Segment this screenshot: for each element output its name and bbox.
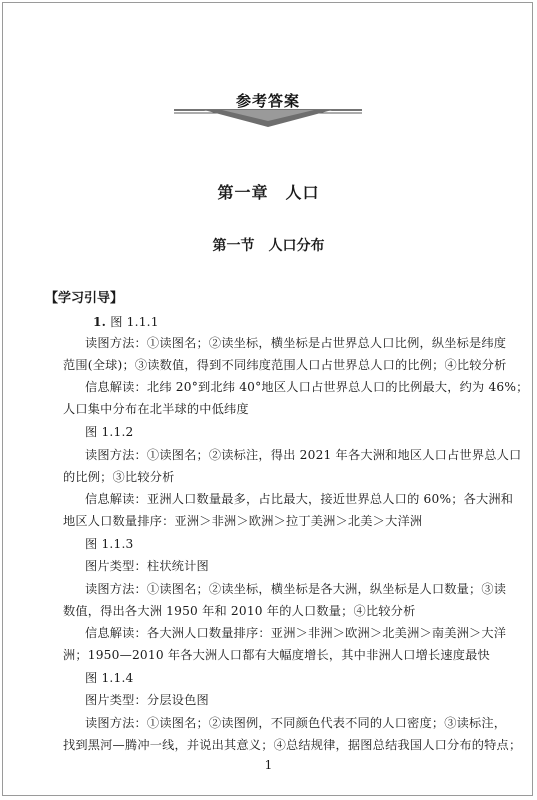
text-line: 找到黑河—腾冲一线，并说出其意义；④总结规律，据图总结我国人口分布的特点； — [63, 738, 522, 752]
text-line: 读图方法：①读图名；②读图例，不同颜色代表不同的人口密度；③读标注， — [85, 716, 507, 730]
text-line: 信息解读：各大洲人口数量排序：亚洲＞非洲＞欧洲＞北美洲＞南美洲＞大洋 — [85, 626, 507, 640]
text-line: 读图方法：①读图名；②读标注，得出 2021 年各大洲和地区人口占世界总人口 — [85, 448, 522, 462]
figure-label-1-1-4: 图 1.1.4 — [85, 671, 134, 685]
text-line: 图片类型：柱状统计图 — [85, 559, 209, 573]
item-1-label — [93, 313, 159, 330]
section-title: 第一节 人口分布 — [212, 238, 325, 254]
study-guide-heading: 【学习引导】 — [45, 291, 124, 306]
text-line: 图片类型：分层设色图 — [85, 693, 209, 707]
text-line: 读图方法：①读图名；②读坐标，横坐标是各大洲，纵坐标是人口数量；③读 — [85, 582, 507, 596]
text-line: 洲；1950—2010 年各大洲人口都有大幅度增长，其中非洲人口增长速度最快 — [63, 648, 490, 662]
figure-label-1-1-1: 图 1.1.1 — [110, 315, 159, 329]
figure-label-1-1-2: 图 1.1.2 — [85, 425, 134, 439]
text-line: 范围(全球)；③读数值，得到不同纬度范围人口占世界总人口的比例；④比较分析 — [63, 358, 507, 372]
text-line: 地区人口数量排序：亚洲＞非洲＞欧洲＞拉丁美洲＞北美＞大洋洲 — [63, 514, 423, 528]
text-line: 的比例；③比较分析 — [63, 470, 175, 484]
text-line: 信息解读：北纬 20°到北纬 40°地区人口占世界总人口的比例最大，约为 46%； — [85, 380, 529, 394]
answer-banner-title: 参考答案 — [235, 92, 300, 110]
figure-label-1-1-3: 图 1.1.3 — [85, 537, 134, 551]
text-line: 数值，得出各大洲 1950 年和 2010 年的人口数量；④比较分析 — [63, 604, 416, 618]
text-line: 信息解读：亚洲人口数量最多，占比最大，接近世界总人口的 60%；各大洲和 — [85, 492, 514, 506]
text-line: 读图方法：①读图名；②读坐标，横坐标是占世界总人口比例，纵坐标是纬度 — [85, 336, 507, 350]
item-number: 1. — [93, 315, 107, 329]
chapter-title: 第一章 人口 — [217, 183, 320, 202]
page-number: 1 — [264, 758, 273, 772]
text-line: 人口集中分布在北半球的中低纬度 — [63, 402, 249, 416]
answer-banner — [174, 83, 362, 131]
